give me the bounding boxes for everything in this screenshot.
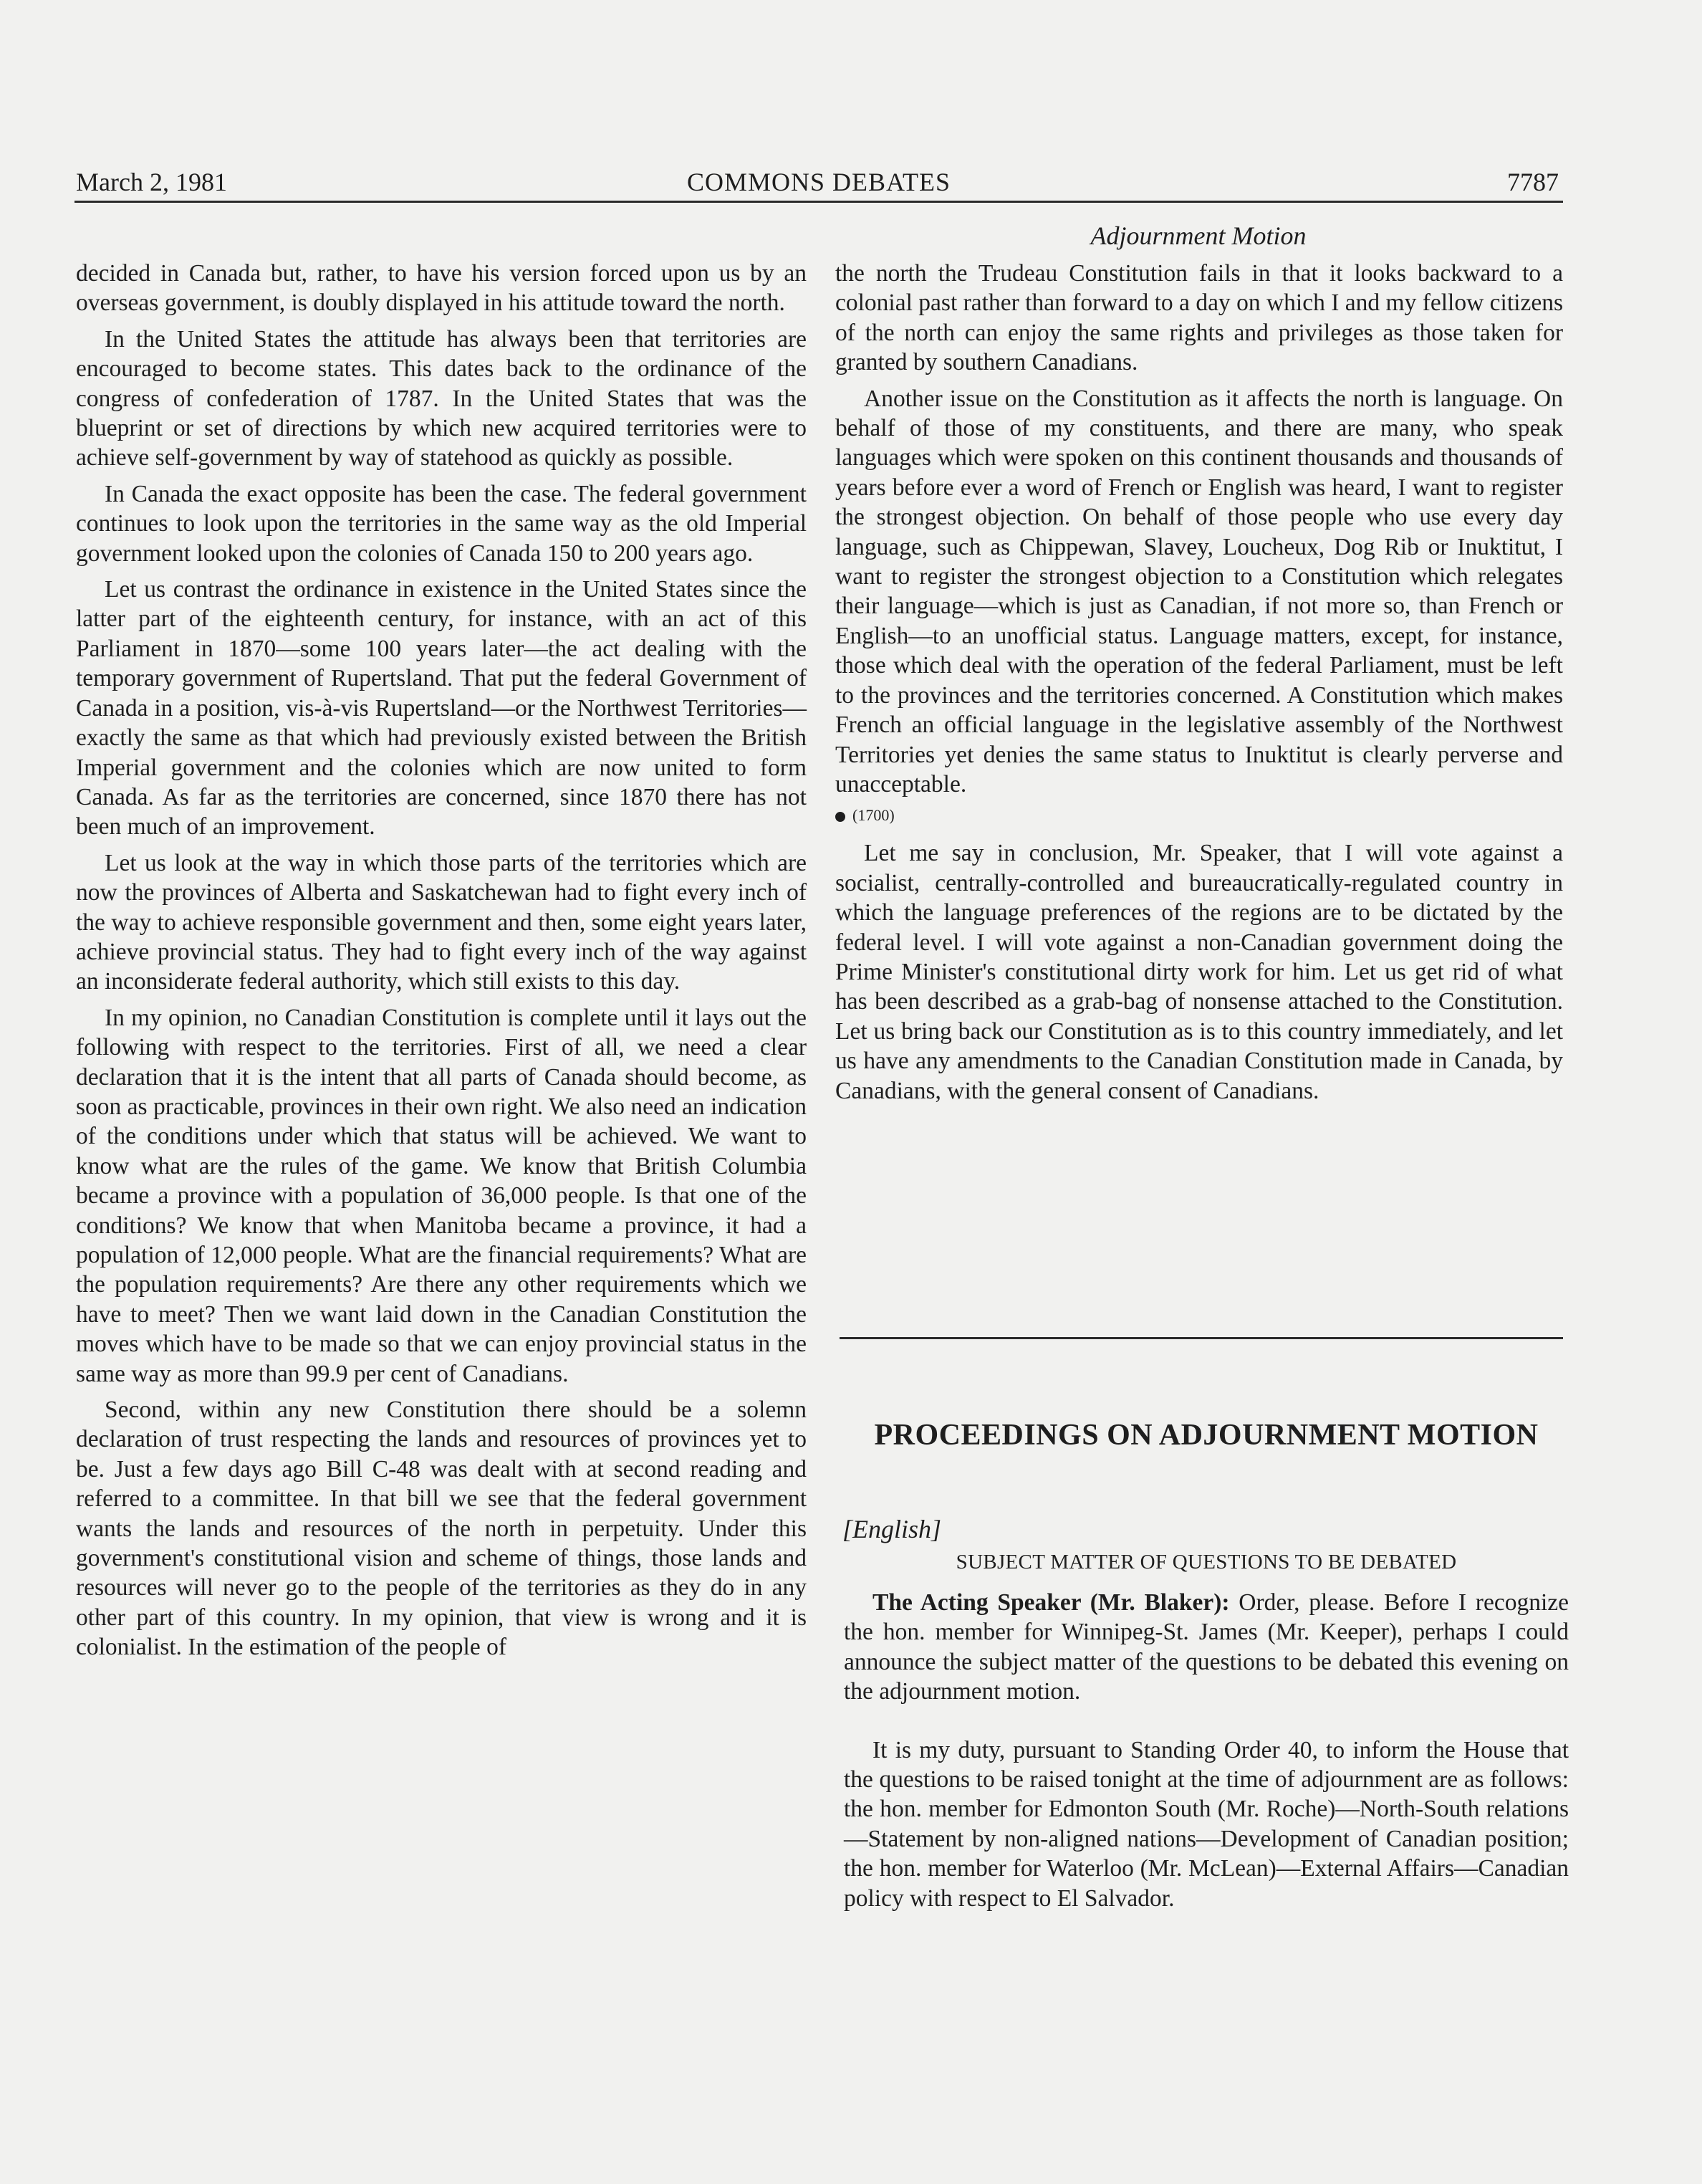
running-head: Adjournment Motion (1090, 221, 1307, 250)
paragraph: Second, within any new Constitution there should be a solemn declaration of trust respecting the lands and resources of provinces yet to be. Just a few days ago Bill C-48 was dealt with at second reading and referred to a committee. In that bill we see that the federal government wants the lands and resources of the north in perpetuity. Under this government's constitutional vision and scheme of things, those lands and resources will never go to the people of the territories as they do in any other part of this country. In my opinion, that view is wrong and it is colonialist. In the estimation of the people of (76, 1397, 807, 1661)
paragraph: In Canada the exact opposite has been the case. The federal government continues to look upon the territories in the same way as the old Imperial government looked upon the colonies of Canada 150 to 200 years ago. (76, 480, 807, 567)
section-divider (840, 1337, 1563, 1339)
paragraph: In the United States the attitude has always been that territories are encouraged to become states. This dates back to the ordinance of the congress of confederation of 1787. In the United States that was the blueprint or set of directions by which new acquired territories were to achieve self-government by way of statehood as quickly as possible. (76, 325, 807, 471)
language-tag: [English] (842, 1515, 942, 1543)
section-title: PROCEEDINGS ON ADJOURNMENT MOTION (874, 1419, 1539, 1452)
page-header (74, 163, 1563, 203)
header-publication: COMMONS DEBATES (686, 168, 951, 196)
right-column (835, 259, 1563, 1112)
time-mark-label: (1700) (852, 806, 895, 825)
header-date: March 2, 1981 (76, 168, 227, 196)
left-column (76, 259, 807, 1669)
paragraph: decided in Canada but, rather, to have his version forced upon us by an overseas government, is doubly displayed in his attitude toward the north. (76, 260, 807, 317)
paragraph: the north the Trudeau Constitution fails in that it looks backward to a colonial past rather than forward to a day on which I and my fellow citizens of the north can enjoy the same rights and privileges as those taken for granted by southern Canadians. (835, 260, 1563, 376)
bullet-icon (835, 812, 845, 822)
speaker-name: The Acting Speaker (Mr. Blaker): (872, 1589, 1230, 1616)
paragraph: It is my duty, pursuant to Standing Order 40, to inform the House that the questions to be raised tonight at the time of adjournment are as follows: the hon. member for Edmonton South (Mr. Roche)—North-South relations—Statement by non-aligned nations—Development of Canadian position; the hon. member for Waterloo (Mr. McLean)—External Affairs—Canadian policy with respect to El Salvador. (844, 1736, 1569, 1912)
time-mark (835, 805, 1563, 825)
speaker-paragraph (844, 1588, 1569, 1707)
speaker-text: Order, please. Before I recognize the hon. member for Winnipeg-St. James (Mr. Keeper), perhaps I could announce the subject matter of the questions to be debated this evening on the adjournment motion. (844, 1589, 1569, 1705)
subject-heading: SUBJECT MATTER OF QUESTIONS TO BE DEBATED (956, 1551, 1457, 1574)
paragraph: Let us contrast the ordinance in existence in the United States since the latter part of the eighteenth century, for instance, with an act of this Parliament in 1870—some 100 years later—the act dealing with the temporary government of Rupertsland. That put the federal Government of Canada in a position, vis-à-vis Rupertsland—or the Northwest Territories—exactly the same as that which had previously existed between the British Imperial government and the colonies which are now united to form Canada. As far as the territories are concerned, since 1870 there has not been much of an improvement. (76, 576, 807, 840)
paragraph: Let me say in conclusion, Mr. Speaker, that I will vote against a socialist, centrally-controlled and bureaucratically-regulated country in which the language preferences of the regions are to be dictated by the federal level. I will vote against a non-Canadian government doing the Prime Minister's constitutional dirty work for him. Let us get rid of what has been described as a grab-bag of nonsense attached to the Constitution. Let us bring back our Constitution as is to this country immediately, and let us have any amendments to the Canadian Constitution made in Canada, by Canadians, with the general consent of Canadians. (835, 840, 1563, 1104)
header-page-number: 7787 (1507, 168, 1559, 196)
paragraph: In my opinion, no Canadian Constitution is complete until it lays out the following with respect to the territories. First of all, we need a clear declaration that it is the intent that all parts of Canada should become, as soon as practicable, provinces in their own right. We also need an indication of the conditions under which that status will be achieved. We want to know what are the rules of the game. We know that British Columbia became a province with a population of 36,000 people. Is that one of the conditions? We know that when Manitoba became a province, it had a population of 12,000 people. What are the financial requirements? What are the population requirements? Are there any other requirements which we have to meet? Then we want laid down in the Canadian Constitution the moves which have to be made so that we can enjoy provincial status in the same way as more than 99.9 per cent of Canadians. (76, 1004, 807, 1387)
paragraph: Another issue on the Constitution as it affects the north is language. On behalf of those of my constituents, and there are many, who speak languages which were spoken on this continent thousands and thousands of years before ever a word of French or English was heard, I want to register the strongest objection. On behalf of those people who use every day language, such as Chippewan, Slavey, Loucheux, Dog Rib or Inuktitut, I want to register the strongest objection to a Constitution which relegates their language—which is just as Canadian, if not more so, than French or English—to an unofficial status. Language matters, except, for instance, those which deal with the operation of the federal Parliament, must be left to the provinces and the territories concerned. A Constitution which makes French an official language in the legislative assembly of the Northwest Territories yet denies the same status to Inuktitut is clearly perverse and unacceptable. (835, 385, 1563, 798)
paragraph: Let us look at the way in which those parts of the territories which are now the provinces of Alberta and Saskatchewan had to fight every inch of the way to achieve responsible government and then, some eight years later, achieve provincial status. They had to fight every inch of the way against an inconsiderate federal authority, which still exists to this day. (76, 849, 807, 995)
proceedings-body (844, 1588, 1569, 1913)
